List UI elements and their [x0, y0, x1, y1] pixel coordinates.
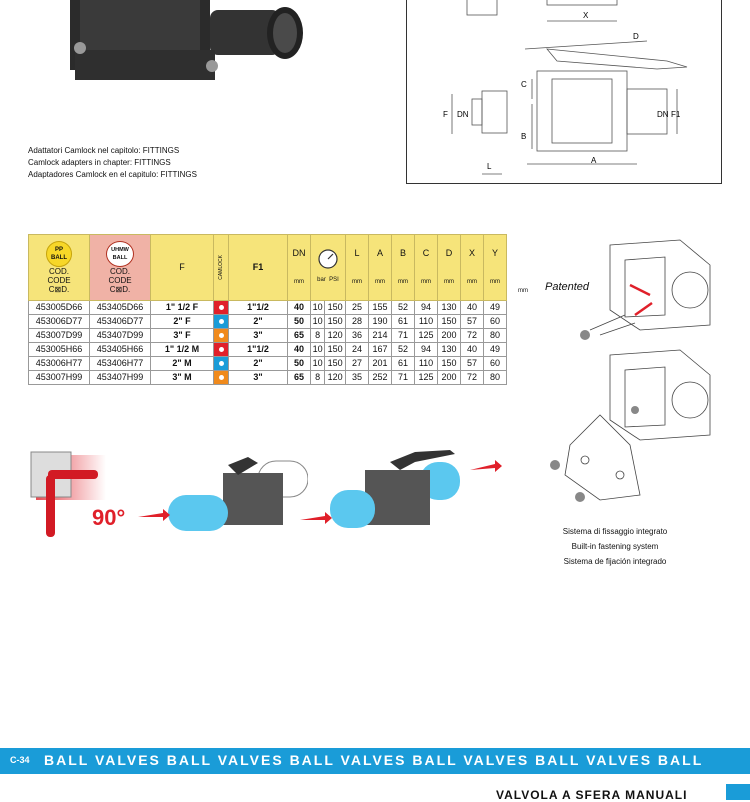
cell-b: 61: [392, 315, 415, 329]
cell-pp-code: 453006D77: [29, 315, 90, 329]
uhmw-code: CODE: [108, 276, 132, 285]
valve-open-illustration: [138, 455, 308, 535]
cell-dn: 40: [288, 343, 311, 357]
unit-psi: PSI: [329, 277, 339, 283]
cell-l: 24: [346, 343, 369, 357]
cell-f: 1" 1/2 M: [151, 343, 214, 357]
dim-l: L: [487, 162, 492, 171]
cell-uhmw-code: 453407D99: [90, 329, 151, 343]
cell-y: 80: [484, 371, 507, 385]
cell-uhmw-code: 453406D77: [90, 315, 151, 329]
cell-a: 167: [369, 343, 392, 357]
dim-f: F: [443, 110, 448, 119]
spec-table-wrap: [28, 234, 507, 385]
camlock-dot: [219, 375, 224, 380]
header-f: F: [151, 235, 214, 301]
pp-code: CODE: [47, 276, 71, 285]
cell-d: 150: [438, 315, 461, 329]
cell-d: 200: [438, 329, 461, 343]
cell-x: 72: [461, 329, 484, 343]
cell-x: 40: [461, 301, 484, 315]
cell-l: 25: [346, 301, 369, 315]
fastening-en: Built-in fastening system: [571, 542, 659, 551]
dim-f1: F1: [671, 110, 681, 119]
fastening-it: Sistema di fissaggio integrato: [562, 527, 668, 536]
cell-pp-code: 453005D66: [29, 301, 90, 315]
dim-dn-left: DN: [457, 110, 469, 119]
cell-x: 72: [461, 371, 484, 385]
cell-b: 52: [392, 301, 415, 315]
cell-f: 2" M: [151, 357, 214, 371]
dim-dn-right: DN: [657, 110, 669, 119]
table-row: [29, 315, 507, 329]
header-d: D mm: [438, 235, 461, 301]
cell-f: 2" F: [151, 315, 214, 329]
cell-camlock: [214, 371, 229, 385]
cell-c: 110: [415, 315, 438, 329]
cell-y: 80: [484, 329, 507, 343]
fastening-es: Sistema de fijación integrado: [563, 557, 667, 566]
unit-bar: bar: [317, 277, 326, 283]
cell-b: 71: [392, 329, 415, 343]
cell-bar: 10: [311, 301, 325, 315]
angle-label: 90°: [92, 505, 126, 530]
cell-x: 57: [461, 357, 484, 371]
cell-psi: 150: [325, 301, 346, 315]
cell-f: 3" M: [151, 371, 214, 385]
cell-c: 125: [415, 329, 438, 343]
cell-bar: 10: [311, 357, 325, 371]
cell-camlock: [214, 329, 229, 343]
cell-d: 150: [438, 357, 461, 371]
cell-bar: 10: [311, 343, 325, 357]
cell-l: 27: [346, 357, 369, 371]
cell-x: 57: [461, 315, 484, 329]
header-dn: DN mm: [288, 235, 311, 301]
dim-d: D: [633, 32, 639, 41]
cell-psi: 150: [325, 343, 346, 357]
page-number: C-34: [10, 755, 30, 765]
header-x: X mm: [461, 235, 484, 301]
cell-f1: 2": [229, 315, 288, 329]
header-uhmw: [90, 235, 151, 301]
cell-l: 28: [346, 315, 369, 329]
cell-b: 52: [392, 343, 415, 357]
cell-f: 3" F: [151, 329, 214, 343]
dim-x: X: [583, 11, 589, 20]
cell-dn: 65: [288, 329, 311, 343]
band-corner: [726, 784, 750, 800]
cell-dn: 40: [288, 301, 311, 315]
cell-dn: 50: [288, 315, 311, 329]
unit-mm-tail: mm: [518, 288, 528, 294]
cell-uhmw-code: 453405H66: [90, 343, 151, 357]
header-pp: [29, 235, 90, 301]
cell-y: 60: [484, 315, 507, 329]
cell-f1: 2": [229, 357, 288, 371]
cell-d: 130: [438, 343, 461, 357]
cell-psi: 120: [325, 371, 346, 385]
cell-pp-code: 453007D99: [29, 329, 90, 343]
cell-f1: 1"1/2: [229, 301, 288, 315]
cell-psi: 120: [325, 329, 346, 343]
pressure-gauge-icon: [317, 248, 339, 270]
patented-label: Patented: [545, 281, 590, 293]
technical-drawing: [406, 0, 722, 184]
cell-psi: 150: [325, 357, 346, 371]
uhmw-cod-d: C⊠D.: [109, 285, 131, 294]
cell-bar: 10: [311, 315, 325, 329]
cell-camlock: [214, 343, 229, 357]
header-pressure: [311, 235, 346, 301]
dim-b: B: [521, 132, 527, 141]
table-row: [29, 357, 507, 371]
cell-bar: 8: [311, 371, 325, 385]
camlock-caption: [28, 145, 288, 181]
footer-title: VALVOLA A SFERA MANUALI: [496, 788, 688, 802]
cell-a: 190: [369, 315, 392, 329]
cell-psi: 150: [325, 315, 346, 329]
cell-y: 49: [484, 301, 507, 315]
cell-d: 130: [438, 301, 461, 315]
cell-camlock: [214, 315, 229, 329]
camlock-dot: [219, 347, 224, 352]
cell-f: 1" 1/2 F: [151, 301, 214, 315]
cell-pp-code: 453006H77: [29, 357, 90, 371]
header-camlock: CAMLOCK: [214, 235, 229, 301]
valve-photo: [40, 0, 340, 100]
header-b: B mm: [392, 235, 415, 301]
cell-camlock: [214, 301, 229, 315]
uhmw-ball-badge: UHMW BALL: [106, 241, 134, 267]
dim-c: C: [521, 80, 527, 89]
pp-cod-d: C⊠D.: [48, 285, 70, 294]
cell-c: 125: [415, 371, 438, 385]
caption-en: Camlock adapters in chapter: FITTINGS: [28, 158, 171, 167]
cell-b: 61: [392, 357, 415, 371]
exploded-view: [540, 235, 740, 515]
camlock-dot: [219, 333, 224, 338]
header-a: A mm: [369, 235, 392, 301]
camlock-dot: [219, 361, 224, 366]
fastening-caption: [540, 524, 690, 569]
spec-table: [28, 234, 507, 385]
cell-camlock: [214, 357, 229, 371]
cell-uhmw-code: 453407H99: [90, 371, 151, 385]
cell-dn: 65: [288, 371, 311, 385]
camlock-dot: [219, 305, 224, 310]
cell-l: 35: [346, 371, 369, 385]
cell-uhmw-code: 453405D66: [90, 301, 151, 315]
cell-x: 40: [461, 343, 484, 357]
camlock-dot: [219, 319, 224, 324]
cell-y: 60: [484, 357, 507, 371]
uhmw-cod: COD.: [110, 267, 130, 276]
cell-bar: 8: [311, 329, 325, 343]
pp-ball-badge: PP BALL: [46, 241, 72, 267]
cell-b: 71: [392, 371, 415, 385]
cell-a: 252: [369, 371, 392, 385]
pp-cod: COD.: [49, 267, 69, 276]
header-f1: F1: [229, 235, 288, 301]
cell-f1: 3": [229, 371, 288, 385]
cell-pp-code: 453007H99: [29, 371, 90, 385]
table-row: [29, 371, 507, 385]
cell-c: 94: [415, 301, 438, 315]
cell-l: 36: [346, 329, 369, 343]
table-row: [29, 301, 507, 315]
cell-pp-code: 453005H66: [29, 343, 90, 357]
section-band: [0, 748, 750, 774]
cell-d: 200: [438, 371, 461, 385]
table-row: [29, 329, 507, 343]
cell-a: 155: [369, 301, 392, 315]
cell-c: 94: [415, 343, 438, 357]
band-text: BALL VALVES BALL VALVES BALL VALVES BALL VALVES BALL VALVES BALL: [44, 752, 704, 768]
table-header-row: [29, 235, 507, 301]
cell-a: 201: [369, 357, 392, 371]
header-y: Y mm: [484, 235, 507, 301]
cell-y: 49: [484, 343, 507, 357]
valve-closed-illustration: [300, 440, 510, 540]
cell-f1: 3": [229, 329, 288, 343]
cell-uhmw-code: 453406H77: [90, 357, 151, 371]
header-l: L mm: [346, 235, 369, 301]
cell-a: 214: [369, 329, 392, 343]
caption-es: Adaptadores Camlock en el capitulo: FITTINGS: [28, 170, 197, 179]
dim-a: A: [591, 156, 597, 165]
caption-it: Adattatori Camlock nel capitolo: FITTINGS: [28, 146, 180, 155]
table-row: [29, 343, 507, 357]
header-c: C mm: [415, 235, 438, 301]
cell-f1: 1"1/2: [229, 343, 288, 357]
cell-c: 110: [415, 357, 438, 371]
cell-dn: 50: [288, 357, 311, 371]
